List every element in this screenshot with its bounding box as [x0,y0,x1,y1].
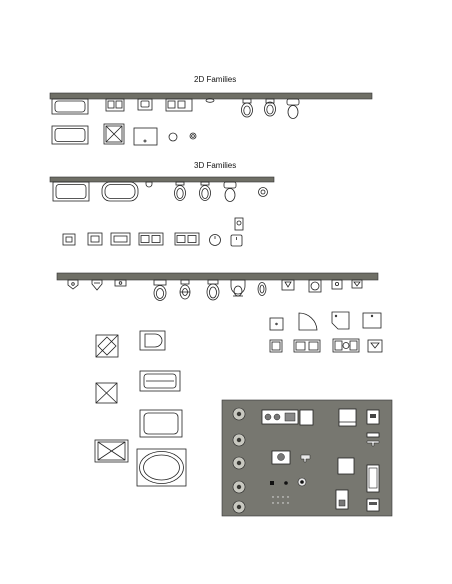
double-sink-3d-b[interactable] [175,233,199,245]
shower-rect-lower[interactable] [95,440,128,462]
vanity-single-lower[interactable] [270,340,282,352]
wall-basin-lower-a[interactable] [68,280,78,289]
round-sink-3d[interactable] [210,235,221,246]
wall-fixture-3d[interactable] [146,182,152,187]
bathtub-wall-2d[interactable] [52,99,88,114]
square-basin-large[interactable] [363,313,381,328]
double-sink-3d-a[interactable] [139,233,163,245]
corner-shower-diamond[interactable] [96,335,118,357]
counter-sink-2d[interactable] [134,128,157,145]
wall-fixture-lower-a[interactable] [282,280,294,290]
render-vanity [262,410,298,424]
corner-shower-pentagon[interactable] [332,312,349,329]
wall-fixture-lower-b[interactable] [309,280,321,292]
square-basin-small[interactable] [270,318,283,330]
render-shower-tray [338,458,354,474]
vanity-triple-lower[interactable] [333,339,359,352]
wall-strip-3d [50,177,274,182]
render-wall-unit-b [367,433,379,437]
render-cabinet [300,410,313,425]
toilet-lower-a[interactable] [154,280,166,301]
section-title-3d: 3D Families [194,161,237,170]
wall-basin-lower-b[interactable] [92,280,102,290]
toilet-tank-wall-2d[interactable] [287,99,299,119]
bathtub-oval-lower[interactable] [140,331,165,350]
vanity-wall-2d[interactable] [166,99,192,111]
wall-strip-lower [57,273,378,280]
double-sink-wall-2d[interactable] [106,99,124,111]
toilet-3d-b[interactable] [200,182,211,201]
render-drain-d [233,481,245,493]
freestanding-tub-3d[interactable] [102,182,138,201]
toilet-lower-b[interactable] [180,280,190,299]
wall-basin-square-lower[interactable] [368,340,382,352]
shower-square-2d[interactable] [104,124,124,144]
wall-basin-lower-c[interactable] [115,280,126,286]
render-toilet-unit [336,490,348,509]
sink-3d-c[interactable] [111,233,130,245]
render-drain-e [233,501,245,513]
render-drain-b [233,434,245,446]
bathtub-3d[interactable] [53,182,89,201]
sink-3d-b[interactable] [88,233,102,245]
wall-sink-tall-3d[interactable] [235,218,243,230]
toilet-tank-3d[interactable] [224,182,236,202]
render-tall-cabinet [339,409,356,426]
vanity-double-lower[interactable] [294,340,320,352]
section-title-2d: 2D Families [194,75,237,84]
bathtub-rect-lower[interactable] [140,410,182,437]
wall-sink-3d[interactable] [231,235,242,246]
wall-strip-2d [50,93,372,99]
render-tall-unit [367,465,379,492]
toilet-lower-d[interactable] [231,280,245,296]
bathtub-large-oval[interactable] [137,449,186,486]
sink-wall-2d[interactable] [138,99,152,110]
corner-basin-quarter[interactable] [299,313,317,330]
toilet-3d-a[interactable] [175,182,186,201]
wall-fixture-lower-c[interactable] [332,280,342,289]
toilet-wall-2d-b[interactable] [265,99,276,116]
floor-drain-2d[interactable] [169,133,177,141]
toilet-wall-2d-a[interactable] [242,99,253,117]
render-drain-a [233,408,245,420]
render-sink [272,451,290,464]
render-knob-b [284,481,288,485]
small-drain-2d[interactable] [190,133,196,139]
render-round-valve [298,478,306,486]
floor-drain-lower[interactable] [258,283,266,296]
floor-drain-3d[interactable] [259,188,268,197]
bathtub-2d[interactable] [52,126,88,144]
render-knob-a [270,481,274,485]
shower-square-lower[interactable] [96,383,117,403]
render-wall-unit-a [367,410,379,424]
bathtub-whirlpool-lower[interactable] [140,371,180,391]
sink-3d-a[interactable] [63,234,75,245]
render-drain-c [233,457,245,469]
toilet-lower-c[interactable] [207,280,219,300]
wall-fixture-lower-d[interactable] [352,280,362,288]
render-wall-unit-c [367,499,379,511]
